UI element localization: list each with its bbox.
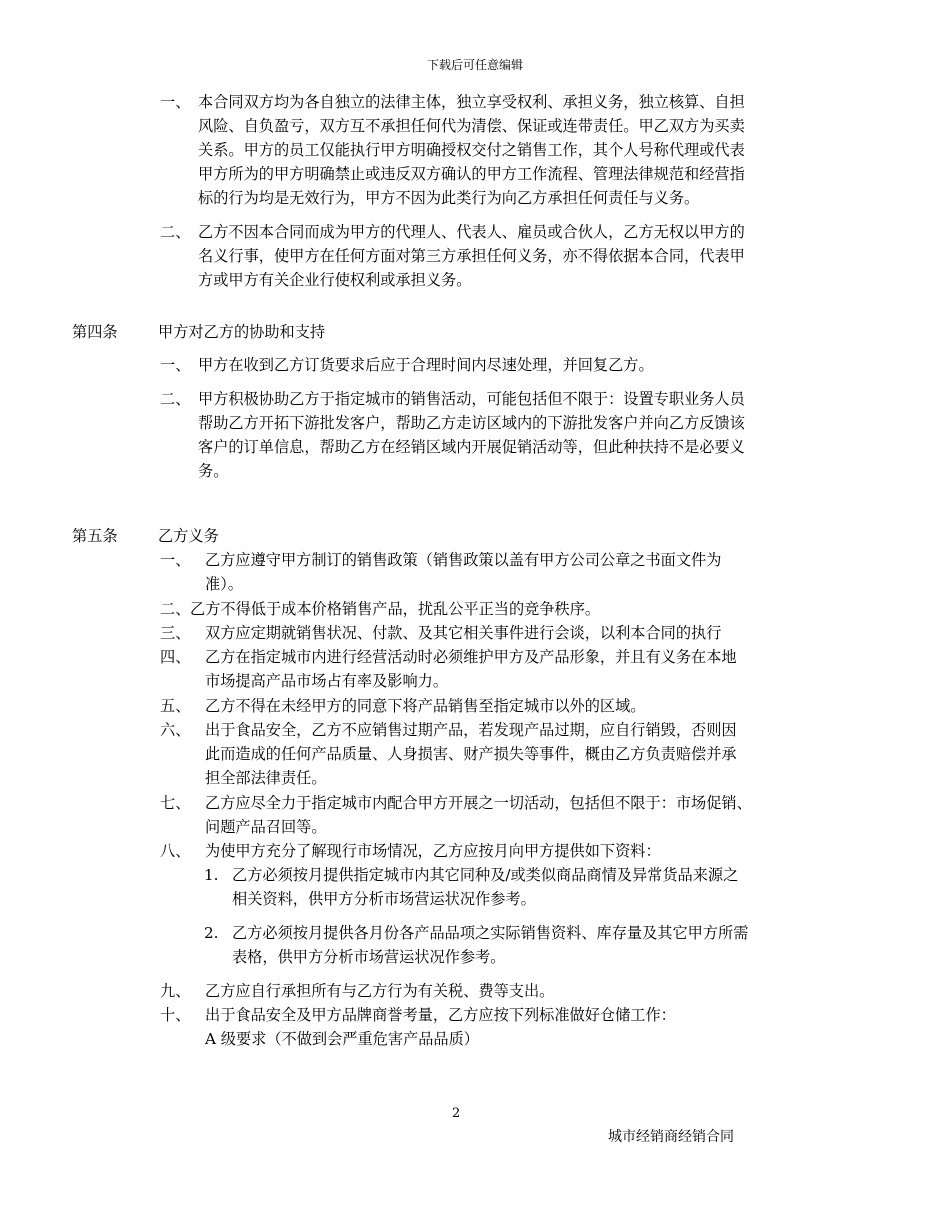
text-line: 帮助乙方开拓下游批发客户，帮助乙方走访区域内的下游批发客户并向乙方反馈该	[198, 414, 745, 432]
text-line: 标的行为均是无效行为，甲方不因为此类行为向乙方承担任何责任与义务。	[198, 189, 700, 207]
item-number: 1.	[204, 866, 219, 884]
text-line: 双方应定期就销售状况、付款、及其它相关事件进行会谈，以利本合同的执行	[205, 624, 722, 642]
article-label: 第四条	[72, 323, 118, 341]
text-line: 方或甲方有关企业行使权利或承担义务。	[198, 271, 472, 289]
text-line: 乙方在指定城市内进行经营活动时必须维护甲方及产品形象，并且有义务在本地	[205, 648, 737, 666]
item-number: 六、	[160, 721, 191, 739]
item-number: 二、	[160, 223, 191, 241]
text-line: 此而造成的任何产品质量、人身损害、财产损失等事件，概由乙方负责赔偿并承	[205, 745, 737, 763]
item-number: 九、	[160, 982, 191, 1000]
text-line: 乙方不得低于成本价格销售产品，扰乱公平正当的竞争秩序。	[190, 600, 601, 618]
item-number: 十、	[160, 1006, 191, 1024]
text-line: 市场提高产品市场占有率及影响力。	[205, 672, 448, 690]
article-title: 甲方对乙方的协助和支持	[158, 323, 326, 341]
text-line: 乙方不得在未经甲方的同意下将产品销售至指定城市以外的区域。	[205, 697, 646, 715]
text-line: 为使甲方充分了解现行市场情况，乙方应按月向甲方提供如下资料：	[205, 842, 661, 860]
text-line: A 级要求（不做到会严重危害产品品质）	[205, 1030, 479, 1048]
text-line: 关系。甲方的员工仅能执行甲方明确授权交付之销售工作，其个人号称代理或代表	[198, 141, 745, 159]
item-number: 七、	[160, 794, 191, 812]
text-line: 风险、自负盈亏，双方互不承担任何代为清偿、保证或连带责任。甲乙双方为买卖	[198, 117, 745, 135]
text-line: 相关资料，供甲方分析市场营运状况作参考。	[232, 890, 536, 908]
item-number: 一、	[160, 356, 191, 374]
text-line: 乙方应自行承担所有与乙方行为有关税、费等支出。	[205, 982, 555, 1000]
text-line: 准）。	[205, 575, 243, 593]
item-number: 二、	[160, 600, 191, 618]
text-line: 甲方在收到乙方订货要求后应于合理时间内尽速处理，并回复乙方。	[198, 356, 654, 374]
text-line: 乙方不因本合同而成为甲方的代理人、代表人、雇员或合伙人，乙方无权以甲方的	[198, 223, 745, 241]
text-line: 乙方应尽全力于指定城市内配合甲方开展之一切活动，包括但不限于：市场促销、	[205, 794, 752, 812]
item-number: 八、	[160, 842, 191, 860]
item-number: 一、	[160, 93, 191, 111]
text-line: 客户的订单信息，帮助乙方在经销区域内开展促销活动等，但此种扶持不是必要义	[198, 438, 745, 456]
text-line: 务。	[198, 462, 229, 480]
page-header: 下载后可任意编辑	[426, 58, 523, 72]
item-number: 四、	[160, 648, 191, 666]
text-line: 乙方必须按月提供指定城市内其它同种及/或类似商品商情及异常货品来源之	[232, 866, 739, 884]
item-number: 一、	[160, 551, 191, 569]
text-line: 甲方所为的甲方明确禁止或违反双方确认的甲方工作流程、管理法律规范和经营指	[198, 165, 745, 183]
item-number: 三、	[160, 624, 191, 642]
item-number: 五、	[160, 697, 191, 715]
text-line: 甲方积极协助乙方于指定城市的销售活动，可能包括但不限于：设置专职业务人员	[198, 390, 745, 408]
text-line: 担全部法律责任。	[205, 769, 327, 787]
article-title: 乙方义务	[158, 527, 219, 545]
article-label: 第五条	[72, 527, 118, 545]
text-line: 乙方必须按月提供各月份各产品品项之实际销售资料、库存量及其它甲方所需	[232, 924, 749, 942]
text-line: 出于食品安全及甲方品牌商誉考量，乙方应按下列标准做好仓储工作：	[205, 1006, 676, 1024]
text-line: 乙方应遵守甲方制订的销售政策（销售政策以盖有甲方公司公章之书面文件为	[205, 551, 722, 569]
item-number: 二、	[160, 390, 191, 408]
text-line: 名义行事，使甲方在任何方面对第三方承担任何义务，亦不得依据本合同，代表甲	[198, 247, 745, 265]
text-line: 本合同双方均为各自独立的法律主体，独立享受权利、承担义务，独立核算、自担	[198, 93, 745, 111]
text-line: 表格，供甲方分析市场营运状况作参考。	[232, 948, 506, 966]
item-number: 2.	[204, 924, 219, 942]
footer-title: 城市经销商经销合同	[608, 1129, 734, 1145]
text-line: 出于食品安全，乙方不应销售过期产品，若发现产品过期，应自行销毁，否则因	[205, 721, 737, 739]
page-number: 2	[452, 1106, 461, 1121]
text-line: 问题产品召回等。	[205, 818, 327, 836]
